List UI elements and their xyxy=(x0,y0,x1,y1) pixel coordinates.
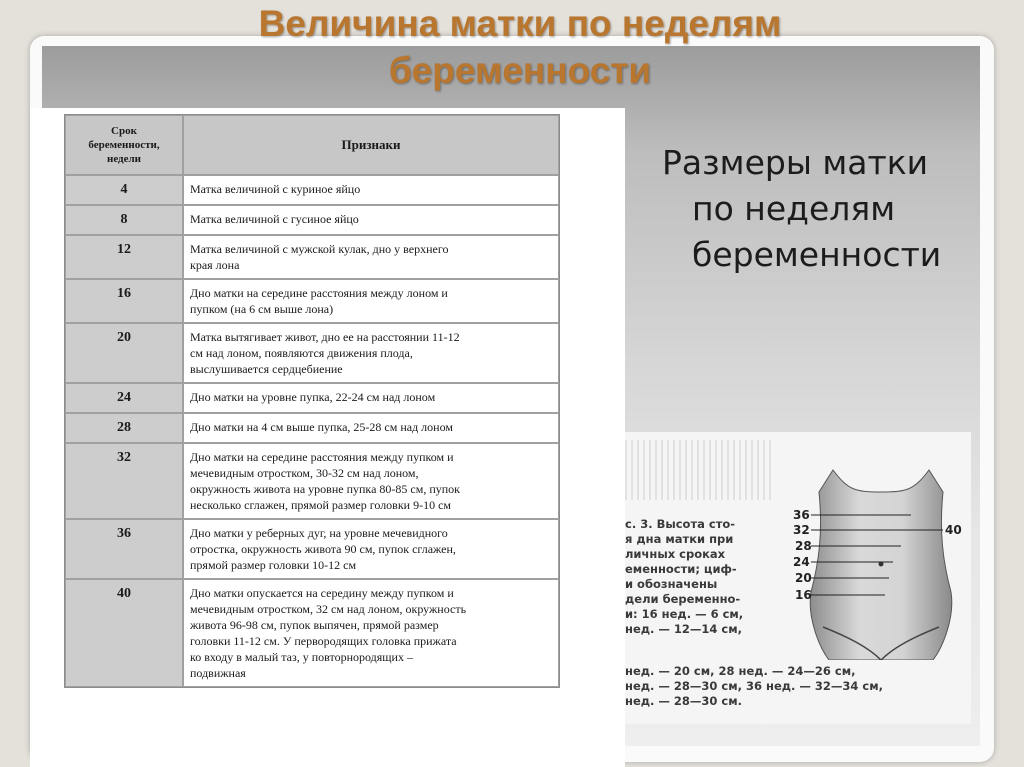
cell-signs xyxy=(183,323,559,383)
cell-signs-line: живота 96-98 см, пупок выпячен, прямой размер xyxy=(190,618,439,632)
table-row xyxy=(65,579,559,687)
figure-caption-bottom xyxy=(625,664,971,709)
cell-week: 4 xyxy=(65,175,183,205)
cell-signs xyxy=(183,175,559,205)
table-row xyxy=(65,443,559,519)
figure-caption-line: и обозначены xyxy=(625,577,718,591)
cell-signs xyxy=(183,413,559,443)
subtitle-line-1: Размеры матки xyxy=(662,143,929,182)
label-week-32: 32 xyxy=(793,523,810,537)
cell-signs xyxy=(183,205,559,235)
cell-signs-line: Дно матки опускается на середину между пупком и xyxy=(190,586,454,600)
torso-drawing xyxy=(793,452,969,660)
label-week-28: 28 xyxy=(795,539,812,553)
figure-caption-line: я дна матки при xyxy=(625,532,734,546)
table-row xyxy=(65,279,559,323)
cell-week: 8 xyxy=(65,205,183,235)
cell-signs-line: головки 11-12 см. У первородящих головка прижата xyxy=(190,634,457,648)
cell-signs-line: края лона xyxy=(190,258,240,272)
table-row xyxy=(65,519,559,579)
cell-signs-line: подвижная xyxy=(190,666,246,680)
table-body xyxy=(65,175,559,687)
cell-signs-line: окружность живота на уровне пупка 80-85 см, пупок xyxy=(190,482,460,496)
cell-signs-line: отростка, окружность живота 90 см, пупок сглажен, xyxy=(190,542,456,556)
cell-signs-line: Дно матки на уровне пупка, 22-24 см над лоном xyxy=(190,390,436,404)
header-week-line: Срок xyxy=(111,125,137,137)
figure-caption-bottom-line: нед. — 20 см, 28 нед. — 24—26 см, xyxy=(625,664,856,678)
cell-signs-line: прямой размер головки 10-12 см xyxy=(190,558,357,572)
figure-caption-bottom-line: нед. — 28—30 см, 36 нед. — 32—34 см, xyxy=(625,679,884,693)
cell-week: 40 xyxy=(65,579,183,687)
cell-signs xyxy=(183,383,559,413)
table-header-row xyxy=(65,115,559,175)
cell-signs xyxy=(183,235,559,279)
cell-signs xyxy=(183,443,559,519)
cell-signs-line: выслушивается сердцебиение xyxy=(190,362,343,376)
cell-week: 12 xyxy=(65,235,183,279)
cell-signs-line: пупком (на 6 см выше лона) xyxy=(190,302,334,316)
table-row xyxy=(65,235,559,279)
figure-caption-line: и: 16 нед. — 6 см, xyxy=(625,607,744,621)
cell-signs xyxy=(183,279,559,323)
cell-signs-line: см над лоном, появляются движения плода, xyxy=(190,346,413,360)
table-row xyxy=(65,383,559,413)
cell-signs-line: Дно матки у реберных дуг, на уровне мечевидного xyxy=(190,526,448,540)
uterus-size-table xyxy=(64,114,560,688)
cell-signs-line: Матка величиной с мужской кулак, дно у верхнего xyxy=(190,242,449,256)
table-row xyxy=(65,413,559,443)
figure-caption-line: с. 3. Высота сто- xyxy=(625,517,736,531)
label-week-36: 36 xyxy=(793,508,810,522)
figure-caption-bottom-line: нед. — 28—30 см. xyxy=(625,694,743,708)
table-row xyxy=(65,175,559,205)
header-week xyxy=(65,115,183,175)
subtitle-line-3: беременности xyxy=(692,235,942,274)
cell-week: 24 xyxy=(65,383,183,413)
cell-week: 16 xyxy=(65,279,183,323)
cell-signs-line: Дно матки на середине расстояния между пупком и xyxy=(190,450,454,464)
slide-title-line-1: Величина матки по неделям xyxy=(258,3,782,44)
cell-signs-line: несколько сглажен, прямой размер головки 9-10 см xyxy=(190,498,452,512)
table-row xyxy=(65,205,559,235)
slide-title-line-2: беременности xyxy=(388,50,652,91)
cell-signs xyxy=(183,579,559,687)
cell-signs-line: мечевидным отростком, 30-32 см над лоном, xyxy=(190,466,419,480)
cell-signs-line: Матка величиной с гусиное яйцо xyxy=(190,212,359,226)
label-week-20: 20 xyxy=(795,571,812,585)
cell-signs-line: мечевидным отростком, 32 см над лоном, окружность xyxy=(190,602,467,616)
figure-caption-line: личных сроках xyxy=(625,547,726,561)
cell-signs xyxy=(183,519,559,579)
table-row xyxy=(65,323,559,383)
table-card xyxy=(30,108,625,767)
label-week-40: 40 xyxy=(945,523,962,537)
cell-signs-line: Дно матки на 4 см выше пупка, 25-28 см над лоном xyxy=(190,420,453,434)
cell-week: 36 xyxy=(65,519,183,579)
figure-caption-line: дели беременно- xyxy=(625,592,741,606)
cell-week: 20 xyxy=(65,323,183,383)
label-week-16: 16 xyxy=(795,588,812,602)
slide-subtitle xyxy=(662,140,1002,278)
subtitle-line-2: по неделям xyxy=(692,189,896,228)
fundal-height-figure xyxy=(625,432,971,724)
cell-signs-line: ко входу в малый таз, у повторнородящих – xyxy=(190,650,413,664)
header-week-line: недели xyxy=(106,153,142,165)
scan-noise xyxy=(625,440,775,500)
label-week-24: 24 xyxy=(793,555,810,569)
header-week-line: беременности, xyxy=(88,139,160,151)
cell-signs-line: Матка величиной с куриное яйцо xyxy=(190,182,361,196)
header-signs: Признаки xyxy=(183,115,559,175)
cell-week: 32 xyxy=(65,443,183,519)
cell-week: 28 xyxy=(65,413,183,443)
torso-illustration xyxy=(793,452,969,660)
figure-caption-line: нед. — 12—14 см, xyxy=(625,622,743,636)
cell-signs-line: Дно матки на середине расстояния между лоном и xyxy=(190,286,448,300)
figure-caption xyxy=(625,517,785,637)
figure-caption-line: еменности; циф- xyxy=(625,562,737,576)
slide-title xyxy=(150,0,890,94)
cell-signs-line: Матка вытягивает живот, дно ее на расстоянии 11-12 xyxy=(190,330,460,344)
